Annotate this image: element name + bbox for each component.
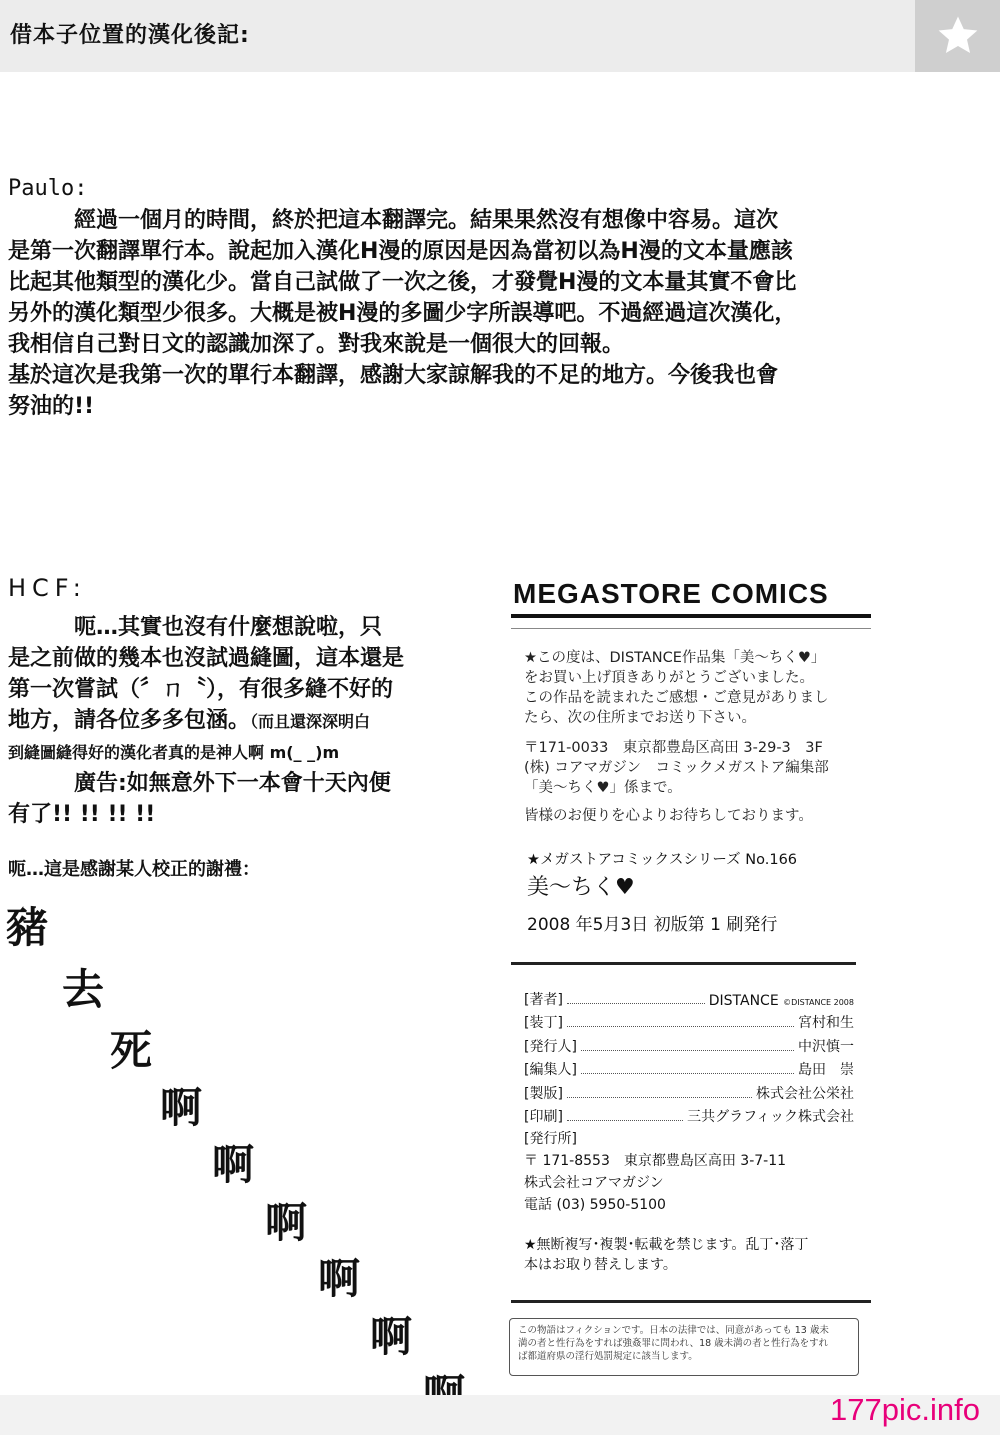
staff-label: [装丁]: [524, 1015, 563, 1031]
copyright-mark: ©DISTANCE 2008: [783, 997, 854, 1007]
big-char: 啊: [160, 1083, 203, 1132]
big-char: 啊: [265, 1198, 308, 1247]
staff-row: [524, 1056, 854, 1080]
hcf-line: 呃…其實也沒有什麼想說啦，只: [8, 615, 383, 640]
fiction-line: 満の者と性行為をすれば強姦罪に問われ、18 歳未満の者と性行為をすれ: [518, 1338, 829, 1349]
leader-dots: [581, 1073, 794, 1074]
staff-label: [発行人]: [524, 1038, 577, 1055]
leader-dots: [567, 1026, 794, 1027]
fiction-disclaimer: [509, 1318, 859, 1376]
copy-notice: [524, 1235, 808, 1275]
divider: [511, 1300, 871, 1303]
big-char: 啊: [370, 1312, 413, 1361]
paulo-line: 是第一次翻譯單行本。說起加入漢化H漫的原因是因為當初以為H漫的文本量應該: [8, 239, 793, 264]
hcf-line: 第一次嘗試（〞ㄇ〝），有很多縫不好的: [8, 677, 394, 702]
hcf-line: 廣告:如無意外下一本會十天內便: [8, 771, 391, 796]
fiction-line: ば都道府県の淫行処罰規定に該当します。: [518, 1351, 698, 1362]
big-char: 啊: [212, 1140, 255, 1189]
leader-dots: [567, 1003, 705, 1004]
thanks-line: ★この度は、DISTANCE作品集「美〜ちく♥」: [524, 650, 826, 666]
paulo-name: Paulo:: [8, 176, 88, 201]
thanks-line: をお買い上げ頂きありがとうございました。: [524, 670, 814, 686]
paulo-line: 比起其他類型的漢化少。當自己試做了一次之後，才發覺H漫的文本量其實不會比: [8, 270, 797, 295]
leader-dots: [567, 1120, 683, 1121]
brand-rule-thin: [511, 628, 871, 629]
brand-rule: [511, 614, 871, 618]
staff-row: [524, 1103, 854, 1127]
hcf-line: 是之前做的幾本也沒試過縫圖，這本還是: [8, 646, 405, 671]
page-title: 借本子位置的漢化後記:: [10, 23, 250, 48]
staff-value: 三共グラフィック株式会社: [687, 1109, 854, 1125]
thanks-line: この作品を読まれたご感想・ご意見がありまし: [524, 690, 829, 706]
address-line: (株) コアマガジン コミックメガストア編集部: [524, 760, 829, 776]
staff-value: 島田 崇: [798, 1062, 854, 1078]
editorial-address: [524, 738, 829, 798]
hcf-line-main: 地方，請各位多多包涵。: [8, 708, 251, 733]
notice-line: ★無断複写･複製･転載を禁じます。乱丁･落丁: [524, 1237, 809, 1253]
paulo-line: 經過一個月的時間，終於把這本翻譯完。結果果然沒有想像中容易。這次: [8, 208, 779, 233]
address-line: 「美〜ちく♥」係まで。: [524, 780, 682, 796]
leader-dots: [567, 1097, 752, 1098]
notice-line: 本はお取り替えします。: [524, 1257, 677, 1273]
thanks-line: たら、次の住所までお送り下さい。: [524, 710, 756, 726]
big-char: 啊: [318, 1254, 361, 1303]
paulo-line: 基於這次是我第一次的單行本翻譯，感謝大家諒解我的不足的地方。今後我也會: [8, 363, 779, 388]
hcf-name: HCF:: [8, 574, 87, 602]
staff-value: 宮村和生: [798, 1015, 854, 1031]
hcf-line-aside: （而且還深深明白: [250, 712, 371, 731]
staff-row: [524, 1079, 854, 1103]
hcf-line: 有了!! !! !! !!: [8, 802, 156, 827]
await-line: 皆様のお便りを心よりお待ちしております。: [524, 808, 813, 824]
publisher-line: 株式会社コアマガジン: [524, 1175, 664, 1191]
staff-label: [著者]: [524, 991, 563, 1008]
leader-dots: [581, 1050, 794, 1051]
paulo-note: [8, 205, 993, 422]
series-number: ★メガストアコミックスシリーズ No.166: [527, 852, 798, 868]
staff-label: [編集人]: [524, 1062, 577, 1078]
star-tab: [915, 0, 1000, 72]
paulo-line: 努油的!!: [8, 394, 95, 419]
staff-label: [製版]: [524, 1085, 563, 1102]
divider: [511, 962, 856, 965]
staff-credits: [524, 985, 854, 1126]
fiction-line: この物語はフィクションです。日本の法律では、同意があっても 13 歳未: [518, 1325, 829, 1336]
publication-date: 2008 年5月3日 初版第 1 刷発行: [527, 915, 778, 935]
publisher-label: [発行所]: [524, 1131, 577, 1147]
staff-value: 株式会社公栄社: [756, 1085, 854, 1102]
book-title: 美〜ちく♥: [527, 875, 635, 900]
staff-value: 中沢慎一: [798, 1038, 854, 1055]
publisher-line: 〒 171-8553 東京都豊島区高田 3-7-11: [524, 1153, 787, 1169]
hcf-line: [8, 705, 508, 737]
address-line: 〒171-0033 東京都豊島区高田 3-29-3 3F: [524, 740, 823, 756]
big-char: 死: [110, 1026, 153, 1075]
staff-row: [524, 1032, 854, 1056]
site-watermark: 177pic.info: [830, 1392, 980, 1427]
hcf-line: 到縫圖縫得好的漢化者真的是神人啊 m(_ _)m: [8, 743, 340, 762]
publisher-block: [524, 1128, 786, 1216]
thanks-heading: 呃…這是感謝某人校正的謝禮：: [8, 859, 260, 880]
publisher-line: 電話 (03) 5950-5100: [524, 1197, 666, 1213]
staff-row: [524, 985, 854, 1009]
reader-thanks: [524, 648, 829, 728]
big-char: 去: [62, 965, 105, 1014]
paulo-line: 另外的漢化類型少很多。大概是被H漫的多圖少字所誤導吧。不過經過這次漢化，: [8, 301, 797, 326]
staff-row: [524, 1009, 854, 1033]
paulo-line: 我相信自己對日文的認識加深了。對我來說是一個很大的回報。: [8, 332, 625, 357]
staff-label: [印刷]: [524, 1109, 563, 1125]
staff-value: DISTANCE: [708, 992, 779, 1009]
big-char: 豬: [6, 903, 49, 952]
star-icon: [935, 13, 981, 59]
hcf-note: [8, 612, 508, 830]
brand-title: MEGASTORE COMICS: [513, 578, 829, 609]
